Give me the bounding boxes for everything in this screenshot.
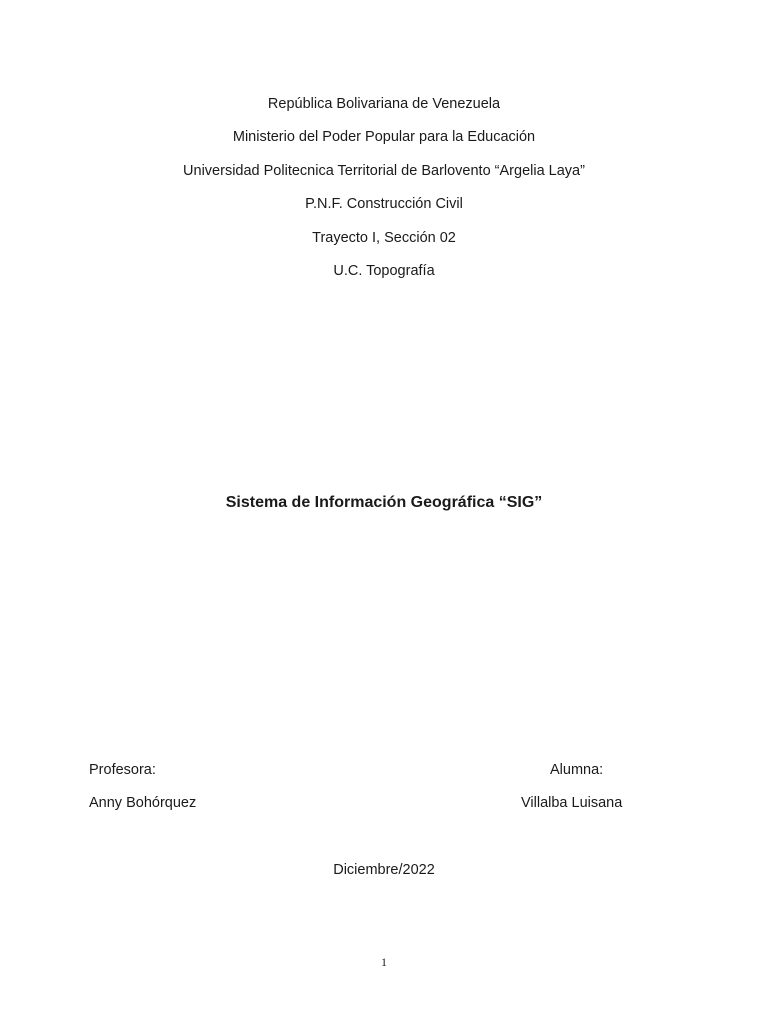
header-ministry: Ministerio del Poder Popular para la Educación <box>232 129 536 146</box>
header-program: P.N.F. Construcción Civil <box>305 196 463 213</box>
profesora-label: Profesora: <box>89 762 156 778</box>
header-section: Trayecto I, Sección 02 <box>312 229 456 246</box>
institution-header <box>0 88 768 288</box>
profesora-name: Anny Bohórquez <box>89 795 197 811</box>
page-number: 1 <box>381 955 387 969</box>
document-title: Sistema de Información Geográfica “SIG” <box>225 494 543 511</box>
alumna-name: Villalba Luisana <box>521 795 623 811</box>
alumna-label: Alumna: <box>550 762 604 778</box>
header-country: República Bolivariana de Venezuela <box>267 96 501 112</box>
header-university: Universidad Politecnica Territorial de Barlovento “Argelia Laya” <box>183 162 585 179</box>
document-date: Diciembre/2022 <box>333 862 435 878</box>
header-course: U.C. Topografía <box>333 262 435 279</box>
